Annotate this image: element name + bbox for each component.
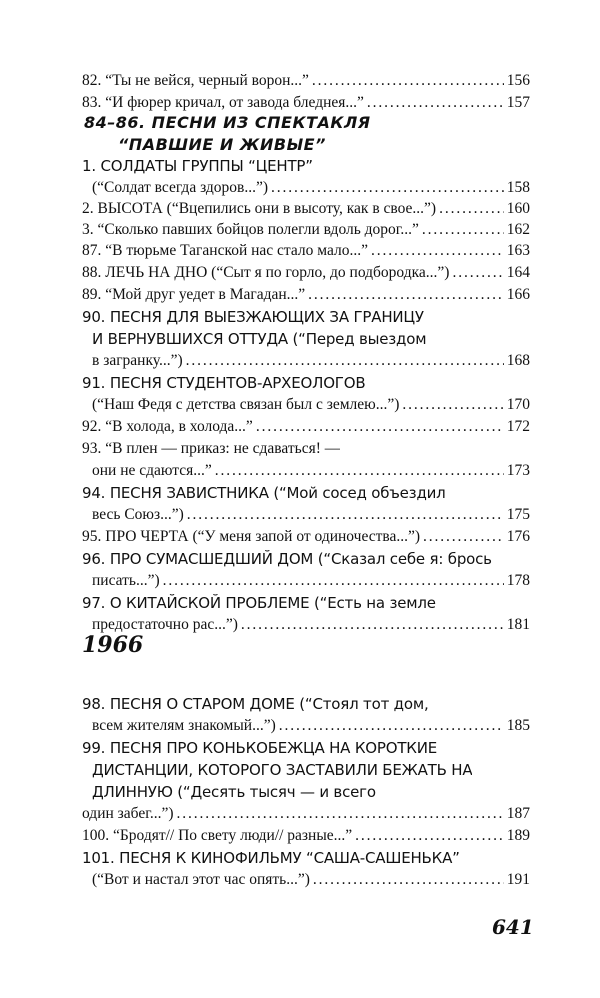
entry-text: 3. “Сколько павших бойцов полегли вдоль дорог...” <box>82 221 419 238</box>
dot-leader <box>279 715 504 737</box>
entry-text: (“Солдат всегда здоров...”) <box>92 179 269 196</box>
toc-entry <box>82 284 530 306</box>
dot-leader <box>187 504 504 526</box>
toc-entry <box>82 306 424 328</box>
toc-entry-continuation <box>92 460 530 482</box>
toc-entry <box>82 219 530 241</box>
dot-leader <box>308 284 504 306</box>
entry-text: 92. “В холода, в холода...” <box>82 418 253 435</box>
entry-text: ДИСТАНЦИИ, КОТОРОГО ЗАСТАВИЛИ БЕЖАТЬ НА <box>92 761 473 779</box>
dot-leader <box>313 869 504 891</box>
dot-leader <box>423 526 504 548</box>
entry-text: в загранку...”) <box>92 352 183 369</box>
entry-text: 94. ПЕСНЯ ЗАВИСТНИКА (“Мой сосед объездил <box>82 484 446 502</box>
entry-page: 187 <box>506 805 530 822</box>
entry-text: весь Союз...”) <box>92 506 184 523</box>
entry-text: 82. “Ты не вейся, черный ворон...” <box>82 72 309 89</box>
year-heading: 1966 <box>82 632 144 658</box>
entry-text: 100. “Бродят// По свету люди// разные...” <box>82 827 353 844</box>
entry-page: 164 <box>506 264 530 281</box>
dot-leader <box>271 177 504 199</box>
entry-text: 2. ВЫСОТА (“Вцепились они в высоту, как в свое...”) <box>82 200 437 217</box>
toc-entry <box>82 70 530 92</box>
entry-text: один забег...”) <box>82 805 174 822</box>
toc-entry-continuation <box>92 614 530 636</box>
toc-entry-continuation <box>82 803 530 825</box>
dot-leader <box>367 92 504 114</box>
dot-leader <box>256 416 504 438</box>
entry-text: 88. ЛЕЧЬ НА ДНО (“Сыт я по горло, до подбородка...”) <box>82 264 450 281</box>
dot-leader <box>371 240 504 262</box>
toc-entry <box>82 262 530 284</box>
entry-page: 158 <box>506 179 530 196</box>
entry-text: 95. ПРО ЧЕРТА (“У меня запой от одиночества...”) <box>82 528 421 545</box>
entry-text: И ВЕРНУВШИХСЯ ОТТУДА (“Перед выездом <box>92 330 427 348</box>
dot-leader <box>215 460 504 482</box>
toc-entry-continuation <box>92 504 530 526</box>
toc-entry <box>82 155 313 177</box>
dot-leader <box>186 350 504 372</box>
entry-page: 189 <box>506 827 530 844</box>
dot-leader <box>163 570 504 592</box>
dot-leader <box>452 262 503 284</box>
entry-page: 191 <box>506 871 530 888</box>
toc-entry-continuation <box>92 869 530 891</box>
toc-entry <box>82 438 340 460</box>
section-title-line-1: 84–86. ПЕСНИ ИЗ СПЕКТАКЛЯ <box>84 113 371 132</box>
dot-leader <box>439 198 504 220</box>
entry-page: 181 <box>506 616 530 633</box>
entry-text: (“Наш Федя с детства связан был с землею...”) <box>92 396 400 413</box>
entry-page: 178 <box>506 572 530 589</box>
entry-text: предостаточно рас...”) <box>92 616 238 633</box>
toc-entry <box>82 548 492 570</box>
entry-text: писать...”) <box>92 572 160 589</box>
dot-leader <box>241 614 504 636</box>
entry-page: 175 <box>506 506 530 523</box>
entry-page: 173 <box>506 462 530 479</box>
entry-page: 162 <box>506 221 530 238</box>
toc-entry-continuation <box>92 570 530 592</box>
entry-text: всем жителям знакомый...”) <box>92 717 276 734</box>
toc-entry <box>82 240 530 262</box>
entry-page: 157 <box>506 94 530 111</box>
toc-entry-continuation <box>92 350 530 372</box>
entry-text: 96. ПРО СУМАСШЕДШИЙ ДОМ (“Сказал себе я: брось <box>82 550 492 568</box>
entry-page: 176 <box>506 528 530 545</box>
entry-page: 172 <box>506 418 530 435</box>
section-title-line-2: “ПАВШИЕ И ЖИВЫЕ” <box>118 135 326 154</box>
toc-entry-continuation <box>92 328 426 350</box>
toc-entry <box>82 737 437 759</box>
toc-entry <box>82 92 530 114</box>
entry-text: ДЛИННУЮ (“Десять тысяч — и всего <box>92 783 376 801</box>
toc-entry <box>82 482 446 504</box>
entry-text: они не сдаются...” <box>92 462 212 479</box>
page-number: 641 <box>492 915 534 939</box>
dot-leader <box>355 825 504 847</box>
entry-text: 97. О КИТАЙСКОЙ ПРОБЛЕМЕ (“Есть на земле <box>82 594 436 612</box>
entry-text: 83. “И фюрер кричал, от завода бледнея...” <box>82 94 364 111</box>
toc-entry-continuation <box>92 759 472 781</box>
toc-entry <box>82 825 530 847</box>
entry-text: 93. “В плен — приказ: не сдаваться! — <box>82 440 341 457</box>
entry-page: 160 <box>506 200 530 217</box>
toc-entry <box>82 693 429 715</box>
dot-leader <box>312 70 504 92</box>
dot-leader <box>177 803 504 825</box>
entry-text: 91. ПЕСНЯ СТУДЕНТОВ-АРХЕОЛОГОВ <box>82 374 366 392</box>
entry-text: 101. ПЕСНЯ К КИНОФИЛЬМУ “САША-САШЕНЬКА” <box>82 849 460 867</box>
toc-entry-continuation <box>92 715 530 737</box>
toc-entry <box>82 198 530 220</box>
entry-page: 156 <box>506 72 530 89</box>
entry-text: (“Вот и настал этот час опять...”) <box>92 871 310 888</box>
entry-page: 185 <box>506 717 530 734</box>
toc-entry <box>82 592 436 614</box>
toc-entry-continuation <box>92 781 376 803</box>
dot-leader <box>402 394 503 416</box>
entry-text: 90. ПЕСНЯ ДЛЯ ВЫЕЗЖАЮЩИХ ЗА ГРАНИЦУ <box>82 308 424 326</box>
toc-entry <box>82 372 365 394</box>
dot-leader <box>422 219 504 241</box>
entry-page: 168 <box>506 352 530 369</box>
entry-page: 166 <box>506 286 530 303</box>
entry-text: 99. ПЕСНЯ ПРО КОНЬКОБЕЖЦА НА КОРОТКИЕ <box>82 739 438 757</box>
entry-text: 98. ПЕСНЯ О СТАРОМ ДОМЕ (“Стоял тот дом, <box>82 695 429 713</box>
toc-entry <box>82 416 530 438</box>
toc-entry <box>82 847 460 869</box>
entry-text: 89. “Мой друг уедет в Магадан...” <box>82 286 306 303</box>
entry-page: 170 <box>506 396 530 413</box>
toc-entry <box>82 526 530 548</box>
entry-text: 87. “В тюрьме Таганской нас стало мало...” <box>82 242 368 259</box>
toc-entry-continuation <box>92 177 530 199</box>
entry-page: 163 <box>506 242 530 259</box>
entry-text: 1. СОЛДАТЫ ГРУППЫ “ЦЕНТР” <box>82 157 313 175</box>
toc-entry-continuation <box>92 394 530 416</box>
